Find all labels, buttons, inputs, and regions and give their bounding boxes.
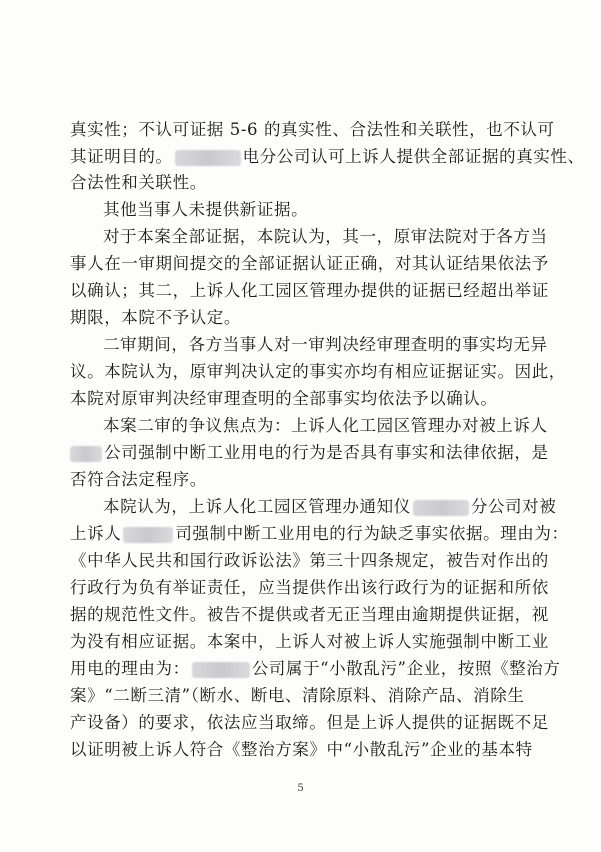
text-line: 事人在一审期间提交的全部证据认证正确，对其认证结果依法予 (70, 254, 549, 273)
text-segment: 上诉人 (70, 524, 122, 543)
text-line: 以证明被上诉人符合《整治方案》中“小散乱污”企业的基本特 (70, 740, 533, 759)
text-segment: 公司属于“小散乱污”企业，按照《整治方 (251, 659, 561, 678)
text-segment: 其证明目的。 (70, 147, 173, 166)
text-segment: 本院认为，上诉人化工园区管理办通知仪 (103, 497, 411, 516)
text-line: 二审期间，各方当事人对一审判决经审理查明的事实均无异 (103, 335, 548, 354)
text-line: 据的规范性文件。被告不提供或者无正当理由逾期提供证据，视 (70, 605, 549, 624)
redaction-mark (413, 500, 469, 516)
text-line: 对于本案全部证据，本院认为，其一，原审法院对于各方当 (103, 227, 548, 246)
text-line (70, 147, 585, 167)
text-segment: 公司强制中断工业用电的行为是否具有事实和法律依据，是 (104, 443, 549, 462)
text-line: 为没有相应证据。本案中，上诉人对被上诉人实施强制中断工业 (70, 632, 549, 651)
page-number: 5 (297, 783, 304, 794)
redaction-mark (192, 662, 250, 678)
text-line (103, 497, 583, 517)
text-line: 产设备）的要求，依法应当取缔。但是上诉人提供的证据既不足 (70, 713, 549, 732)
text-line: 《中华人民共和国行政诉讼法》第三十四条规定，被告对作出的 (70, 551, 549, 570)
text-line: 合法性和关联性。 (70, 173, 207, 192)
text-line (70, 443, 550, 463)
text-line: 以确认；其二，上诉人化工园区管理办提供的证据已经超出举证 (70, 281, 549, 300)
text-line: 否符合法定程序。 (70, 470, 207, 489)
redaction-mark (123, 527, 173, 543)
text-segment: 司强制中断工业用电的行为缺乏事实依据。理由为： (175, 524, 569, 543)
text-line: 本案二审的争议焦点为：上诉人化工园区管理办对被上诉人 (103, 416, 548, 435)
text-line (70, 659, 561, 679)
text-line: 本院对原审判决经审理查明的全部事实均依法予以确认。 (70, 389, 498, 408)
text-line: 期限，本院不予认定。 (70, 308, 241, 327)
redaction-mark (175, 150, 241, 166)
text-segment: 用电的理由为： (70, 659, 190, 678)
redaction-mark (70, 446, 102, 462)
text-segment: 分公司对被 (470, 497, 557, 516)
text-line: 其他当事人未提供新证据。 (103, 200, 309, 219)
text-segment: 电分公司认可上诉人提供全部证据的真实性、 (242, 147, 585, 166)
text-line (70, 524, 569, 544)
text-line: 真实性；不认可证据 5-6 的真实性、合法性和关联性，也不认可 (70, 120, 555, 139)
text-line: 案》“二断三清”（断水、断电、清除原料、消除产品、消除生 (70, 686, 525, 705)
text-line: 行政行为负有举证责任，应当提供作出该行政行为的证据和所依 (70, 578, 549, 597)
text-line: 议。本院认为，原审判决认定的事实亦均有相应证据证实。因此， (70, 362, 566, 381)
